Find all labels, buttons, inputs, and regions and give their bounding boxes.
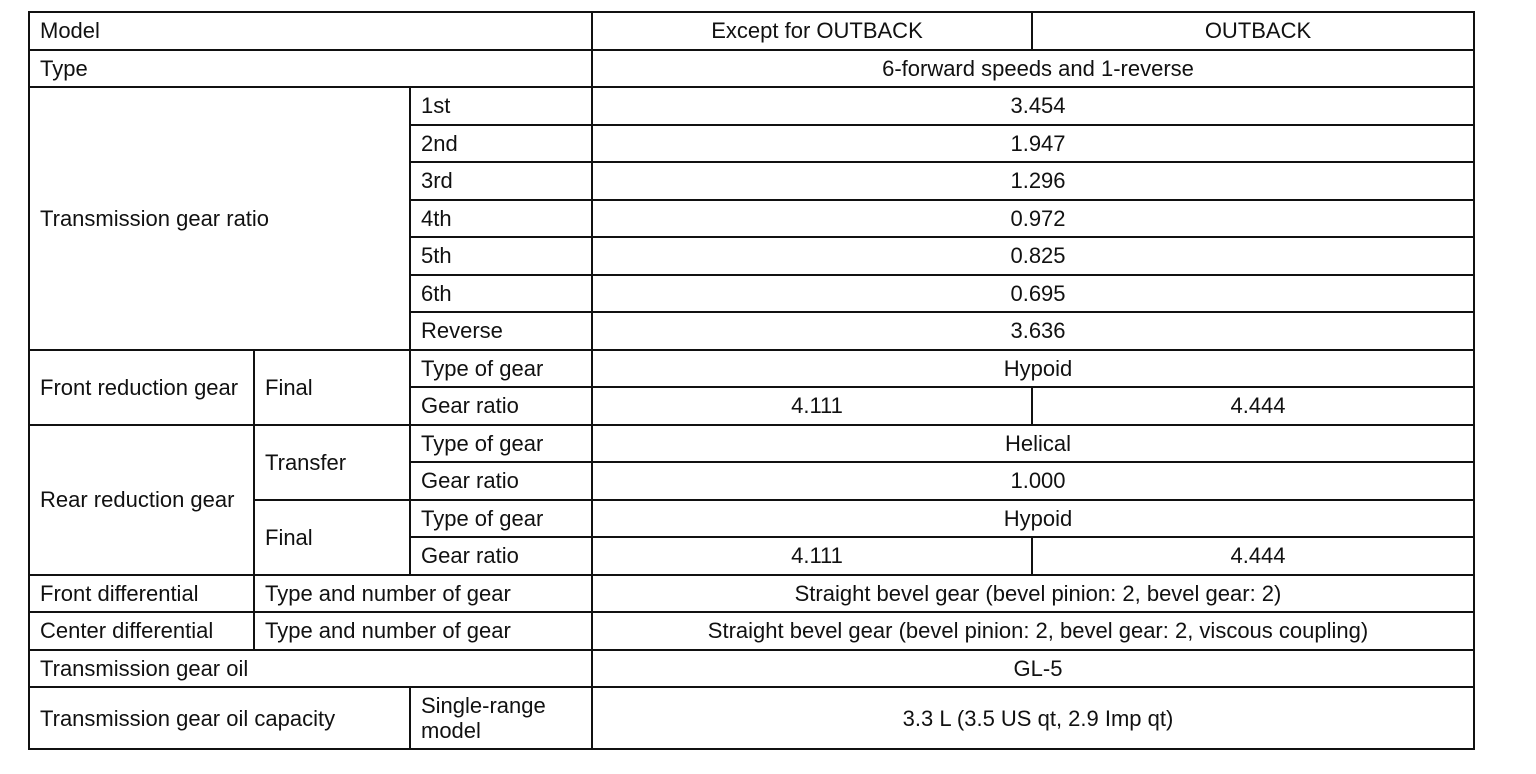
rear-transfer-gear-ratio-value: 1.000 (592, 462, 1474, 500)
oil-capacity-sub: Single-range model (410, 687, 592, 749)
center-differential-row (29, 612, 1474, 650)
oil-capacity-label: Transmission gear oil capacity (29, 687, 410, 749)
oil-capacity-value: 3.3 L (3.5 US qt, 2.9 Imp qt) (592, 687, 1474, 749)
gear-label: 1st (410, 87, 592, 125)
rear-transfer-gear-ratio-label: Gear ratio (410, 462, 592, 500)
gear-value: 3.454 (592, 87, 1474, 125)
oil-capacity-row (29, 687, 1474, 749)
gear-value: 0.825 (592, 237, 1474, 275)
gear-label: Reverse (410, 312, 592, 350)
gear-value: 0.695 (592, 275, 1474, 313)
transmission-gear-oil-label: Transmission gear oil (29, 650, 592, 688)
front-final-label: Final (254, 350, 410, 425)
gear-label: 4th (410, 200, 592, 238)
front-differential-value: Straight bevel gear (bevel pinion: 2, bevel gear: 2) (592, 575, 1474, 613)
rear-final-type-of-gear-label: Type of gear (410, 500, 592, 538)
rear-transfer-type-of-gear-value: Helical (592, 425, 1474, 463)
front-differential-sub: Type and number of gear (254, 575, 592, 613)
type-value: 6-forward speeds and 1-reverse (592, 50, 1474, 88)
front-gear-ratio-except-outback: 4.111 (592, 387, 1032, 425)
model-label: Model (29, 12, 592, 50)
model-outback: OUTBACK (1032, 12, 1474, 50)
rear-transfer-label: Transfer (254, 425, 410, 500)
transmission-gear-oil-value: GL-5 (592, 650, 1474, 688)
model-except-outback: Except for OUTBACK (592, 12, 1032, 50)
front-differential-label: Front differential (29, 575, 254, 613)
center-differential-label: Center differential (29, 612, 254, 650)
rear-transfer-type-of-gear-label: Type of gear (410, 425, 592, 463)
gear-ratio-row (29, 87, 1474, 125)
rear-final-gear-ratio-outback: 4.444 (1032, 537, 1474, 575)
front-gear-ratio-outback: 4.444 (1032, 387, 1474, 425)
front-gear-ratio-label: Gear ratio (410, 387, 592, 425)
front-type-of-gear-label: Type of gear (410, 350, 592, 388)
gear-value: 3.636 (592, 312, 1474, 350)
rear-reduction-row (29, 425, 1474, 463)
rear-final-gear-ratio-label: Gear ratio (410, 537, 592, 575)
gear-label: 5th (410, 237, 592, 275)
gear-value: 1.947 (592, 125, 1474, 163)
type-row (29, 50, 1474, 88)
gear-value: 1.296 (592, 162, 1474, 200)
specifications-table (28, 11, 1475, 750)
rear-final-type-of-gear-value: Hypoid (592, 500, 1474, 538)
transmission-gear-ratio-label: Transmission gear ratio (29, 87, 410, 350)
front-reduction-row (29, 350, 1474, 388)
gear-label: 6th (410, 275, 592, 313)
front-differential-row (29, 575, 1474, 613)
type-label: Type (29, 50, 592, 88)
gear-value: 0.972 (592, 200, 1474, 238)
center-differential-sub: Type and number of gear (254, 612, 592, 650)
rear-final-gear-ratio-except-outback: 4.111 (592, 537, 1032, 575)
transmission-gear-oil-row (29, 650, 1474, 688)
front-reduction-gear-label: Front reduction gear (29, 350, 254, 425)
gear-label: 2nd (410, 125, 592, 163)
gear-label: 3rd (410, 162, 592, 200)
center-differential-value: Straight bevel gear (bevel pinion: 2, bevel gear: 2, viscous coupling) (592, 612, 1474, 650)
front-type-of-gear-value: Hypoid (592, 350, 1474, 388)
model-row (29, 12, 1474, 50)
rear-final-label: Final (254, 500, 410, 575)
rear-reduction-gear-label: Rear reduction gear (29, 425, 254, 575)
